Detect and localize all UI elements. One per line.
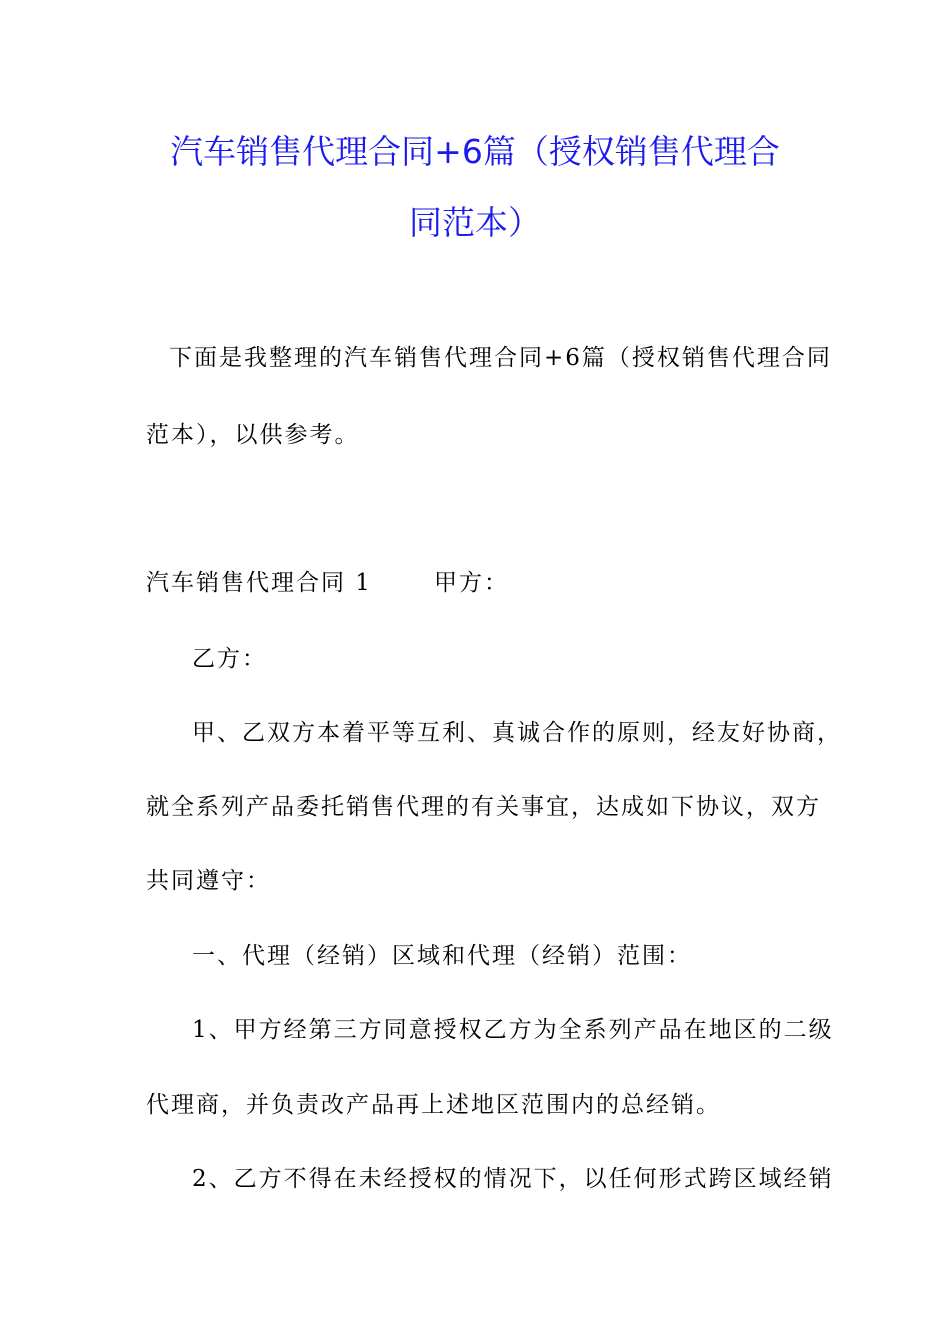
clause-heading: 一、代理（经销）区域和代理（经销）范围：	[192, 943, 692, 969]
paragraph-1-line-1: 甲、乙双方本着平等互利、真诚合作的原则，经友好协商，	[192, 720, 842, 746]
party-b-label: 乙方：	[192, 646, 267, 672]
document-title-line-1: 汽车销售代理合同+6篇（授权销售代理合	[170, 132, 780, 171]
paragraph-1-line-2: 就全系列产品委托销售代理的有关事宜，达成如下协议，双方	[146, 794, 821, 820]
section-heading-row	[146, 568, 826, 598]
intro-line-2: 范本），以供参考。	[146, 422, 360, 448]
party-a-label: 甲方：	[433, 570, 509, 596]
clause-1-line-2: 代理商，并负责改产品再上述地区范围内的总经销。	[146, 1092, 721, 1118]
clause-2-line-1: 2、乙方不得在未经授权的情况下，以任何形式跨区域经销	[192, 1166, 834, 1192]
clause-1-line-1: 1、甲方经第三方同意授权乙方为全系列产品在地区的二级	[192, 1017, 834, 1043]
intro-line-1: 下面是我整理的汽车销售代理合同+6篇（授权销售代理合同	[169, 345, 832, 371]
paragraph-1-line-3: 共同遵守：	[146, 868, 271, 894]
document-title-line-2: 同范本）	[409, 203, 541, 242]
section-heading: 汽车销售代理合同 1	[146, 570, 372, 596]
